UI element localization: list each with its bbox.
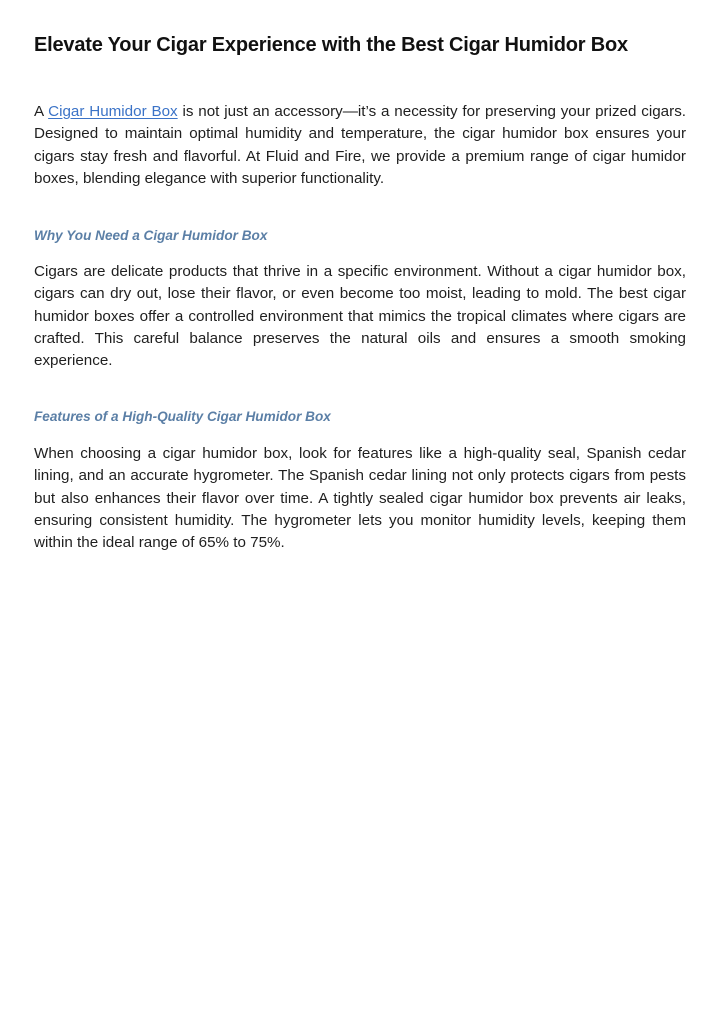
page-title: Elevate Your Cigar Experience with the Best Cigar Humidor Box bbox=[34, 34, 628, 56]
intro-text: is not just an accessory—it’s a necessity for preserving your prized cigars. Designed to maintain optimal humidity and temperature, the cigar humidor box ensures your cigars stay fresh and flavorful. At Fluid and Fire, we provide a premium range of cigar humidor boxes, blending elegance with superior functionality. bbox=[34, 103, 687, 187]
intro-prefix: A bbox=[34, 103, 49, 120]
cigar-humidor-box-link[interactable]: Cigar Humidor Box bbox=[48, 103, 178, 120]
section-body-features: When choosing a cigar humidor box, look for features like a high-quality seal, Spanish cedar lining, and an accurate hygrometer. The Spanish cedar lining not only protects cigars from pests but also enhances their flavor over time. A tightly sealed cigar humidor box prevents air leaks, ensuring consistent humidity. The hygrometer lets you monitor humidity levels, keeping them within the ideal range of 65% to 75%. bbox=[34, 445, 686, 552]
section-heading-why: Why You Need a Cigar Humidor Box bbox=[34, 228, 268, 243]
section-body-why: Cigars are delicate products that thrive in a specific environment. Without a cigar humidor box, cigars can dry out, lose their flavor, or even become too moist, leading to mold. The best cigar humidor boxes offer a controlled environment that mimics the tropical climates where cigars are crafted. This careful balance preserves the natural oils and ensures a smooth smoking experience. bbox=[34, 263, 686, 370]
section-heading-features: Features of a High-Quality Cigar Humidor Box bbox=[34, 409, 331, 424]
intro-paragraph bbox=[34, 101, 686, 190]
